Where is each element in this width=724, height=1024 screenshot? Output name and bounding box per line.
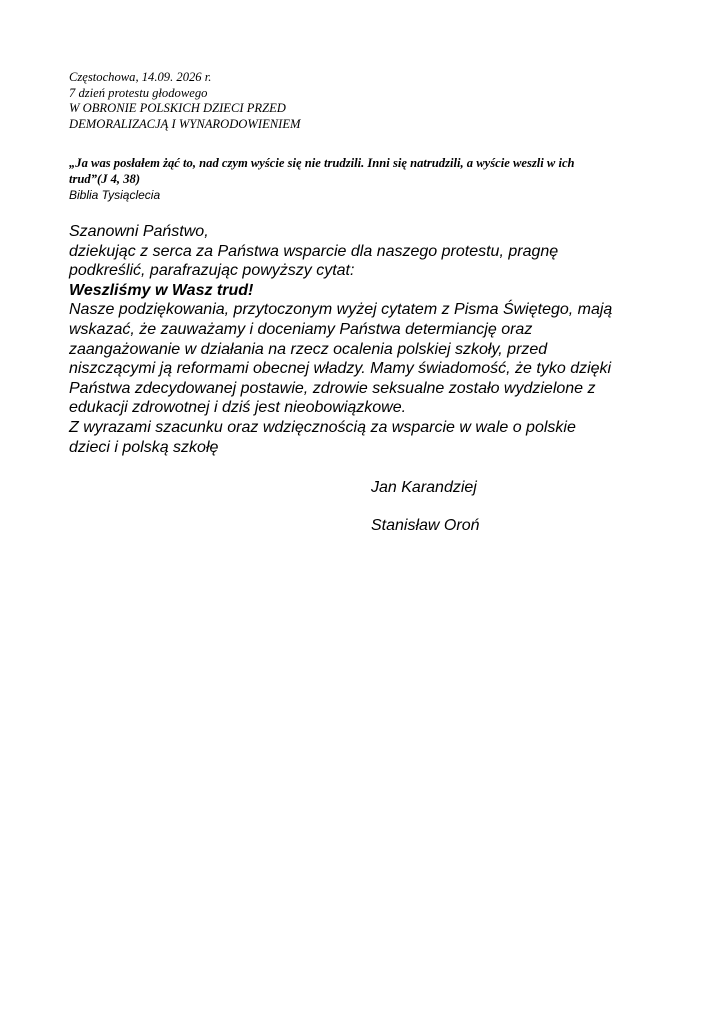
paragraph-line-2: wskazać, że zauważamy i doceniamy Państwa determiancję oraz (69, 320, 533, 338)
letter-header (69, 70, 301, 132)
quote-source: Biblia Tysiąclecia (69, 188, 161, 202)
paragraph-line-6: edukacji zdrowotnej i dziś jest nieobowiązkowe. (69, 399, 407, 417)
protest-day: 7 dzień protestu głodowego (69, 85, 208, 100)
title-line-1: W OBRONIE POLSKICH DZIECI PRZED (69, 101, 286, 115)
date-line: Częstochowa, 14.09. 2026 r. (69, 70, 212, 84)
greeting: Szanowni Państwo, (69, 223, 209, 240)
letter-body (69, 222, 669, 457)
motto: Weszliśmy w Wasz trud! (69, 281, 254, 299)
quote-line-2: trud”(J 4, 38) (69, 171, 141, 186)
closing-line-1: Z wyrazami szacunku oraz wdzięcznością za wsparcie w wale o polskie (69, 418, 576, 436)
paragraph-line-3: zaangażowanie w działania na rzecz ocalenia polskiej szkoły, przed (69, 340, 548, 358)
bible-quote (69, 156, 669, 187)
signer-1: Jan Karandziej (371, 479, 477, 496)
quote-line-1: „Ja was posłałem żąć to, nad czym wyście się nie trudzili. Inni się natrudzili, a wyście weszli w ich (69, 156, 575, 170)
paragraph-line-1: Nasze podziękowania, przytoczonym wyżej cytatem z Pisma Świętego, mają (69, 301, 613, 319)
closing-line-2: dzieci i polską szkołę (69, 438, 219, 456)
signatures (371, 478, 480, 535)
paragraph-line-4: niszczącymi ją reformami obecnej władzy. Mamy świadomość, że tyko dzięki (69, 360, 612, 378)
intro-line-2: podkreślić, parafrazując powyższy cytat: (69, 262, 355, 280)
paragraph-line-5: Państwa zdecydowanej postawie, zdrowie seksualne zostało wydzielone z (69, 379, 596, 397)
signer-2: Stanisław Oroń (371, 516, 480, 534)
intro-line-1: dziekując z serca za Państwa wsparcie dla naszego protestu, pragnę (69, 242, 559, 260)
title-line-2: DEMORALIZACJĄ I WYNARODOWIENIEM (69, 116, 301, 131)
